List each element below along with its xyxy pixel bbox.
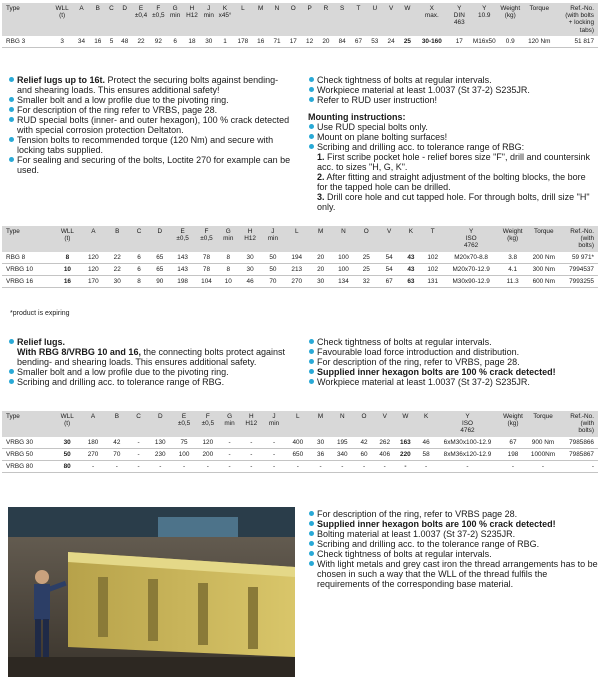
table-cell: - [137, 450, 140, 458]
column-header: W [404, 5, 411, 12]
table-cell: 18 [188, 37, 196, 45]
column-header: E ±0,5 [176, 228, 189, 243]
table-cell: M20x70-12.9 [452, 265, 490, 273]
table-cell: 1 [223, 37, 227, 45]
table-cell: 10 [63, 265, 71, 273]
table-cell: 12 [306, 37, 314, 45]
column-header: H H12 [244, 228, 256, 243]
product-photo [8, 507, 295, 677]
table-cell: 16 [257, 37, 265, 45]
table-cell: 20 [317, 265, 325, 273]
column-header: M [317, 228, 324, 235]
table-cell: - [137, 438, 140, 446]
column-header: O [363, 228, 369, 235]
table-cell: 30 [113, 277, 121, 285]
column-header: Weight (kg) [500, 5, 521, 20]
column-header: U [372, 5, 378, 12]
table-cell: - [362, 462, 366, 470]
table-header-row [2, 3, 598, 36]
table-cell: 180 [87, 438, 99, 446]
mounting-title: Mounting instructions: [308, 112, 406, 122]
table-cell: - [137, 462, 140, 470]
table-cell: 650 [292, 450, 304, 458]
table-cell: 1000Nm [530, 450, 556, 458]
table-cell: 143 [177, 265, 188, 273]
table-cell: 30 [317, 277, 325, 285]
table-cell: 102 [427, 253, 439, 261]
table-row [2, 437, 598, 449]
table-cell: 131 [427, 277, 439, 285]
table-cell: 6xM30x100-12.9 [443, 438, 492, 446]
table-cell: 16 [94, 37, 102, 45]
table-cell: 22 [137, 37, 145, 45]
table-cell: 43 [407, 265, 415, 273]
list-item: With light metals and grey cast iron the thread arrangements has to be chosen in such a way that the WLL of the thread fulfils the requirements of the corresponding base material. [308, 559, 598, 589]
table-cell: 194 [291, 253, 303, 261]
list-item: Workpiece material at least 1.0037 (St 37-2) S235JR. [308, 377, 598, 387]
table-cell: 198 [177, 277, 188, 285]
table-cell: 54 [385, 265, 393, 273]
list-item: Relief lugs up to 16t. Protect the securing bolts against bending- and shearing loads. This ensures additional safety! [8, 75, 293, 95]
table-cell: - [425, 462, 428, 470]
column-header: H H12 [186, 5, 198, 20]
column-header: J min [267, 228, 279, 243]
column-header: Torque [534, 228, 554, 235]
table-cell: - [296, 462, 299, 470]
table-cell: 43 [407, 253, 415, 261]
column-header: R [323, 5, 329, 12]
table-cell: 11.3 [506, 277, 519, 285]
table-cell: 8 [137, 277, 141, 285]
table-cell: RBG 3 [6, 37, 26, 45]
table-cell: 32 [362, 277, 370, 285]
table-cell: 36 [317, 450, 325, 458]
table-cell: 46 [246, 277, 254, 285]
table-cell: - [250, 450, 253, 458]
table-cell: 53 [371, 37, 379, 45]
column-header: N [339, 413, 345, 420]
table-row [2, 252, 598, 264]
features-rbg3 [8, 75, 293, 175]
table-cell: 7985867 [569, 450, 594, 458]
table-cell: 8 [65, 253, 70, 261]
table-cell: 92 [154, 37, 162, 45]
table-cell: - [272, 462, 276, 470]
column-header: K [408, 228, 414, 235]
table-cell: - [228, 450, 231, 458]
column-header: WLL (t) [60, 228, 74, 243]
table-cell: 63 [407, 277, 415, 285]
column-header: D [122, 5, 128, 12]
column-header: A [79, 5, 84, 12]
table-cell: - [182, 462, 186, 470]
table-cell: 30-160 [421, 37, 442, 45]
table-cell: - [511, 462, 515, 470]
table-cell: 7985866 [569, 438, 594, 446]
table-cell: - [91, 462, 95, 470]
table-cell: - [541, 462, 545, 470]
table-cell: 7994537 [569, 265, 594, 273]
column-header: M [258, 5, 264, 12]
list-item: For description of the ring, refer to VRBS page 28. [308, 509, 598, 519]
table-cell: 270 [291, 277, 303, 285]
table-cell: 163 [400, 438, 411, 446]
table-cell: 71 [273, 37, 281, 45]
column-header: Ref.-No. (with bolts) [570, 413, 594, 435]
table-cell: 30 [205, 37, 213, 45]
table-row [2, 275, 598, 287]
column-header: N [341, 228, 346, 235]
table-cell: 8 [226, 265, 231, 273]
table-cell: 22 [113, 253, 121, 261]
table-cell: 22 [113, 265, 121, 273]
table-cell: 20 [317, 253, 325, 261]
list-item: Scribing and drilling acc. to tolerance range of RBG: [308, 142, 596, 152]
table-cell: 30 [317, 438, 325, 446]
table-cell: 67 [354, 37, 363, 45]
table-cell: 4.1 [508, 265, 518, 273]
table-cell: - [383, 462, 386, 470]
table-row [2, 263, 598, 275]
table-cell: 102 [427, 265, 439, 273]
table-cell: 230 [154, 450, 166, 458]
table-cell: 170 [88, 277, 99, 285]
workshop-photo-illustration [8, 507, 295, 677]
table-rbg8-vrbg16 [2, 226, 598, 288]
table-cell: 5 [109, 37, 114, 45]
column-header: M [317, 413, 324, 420]
notes-vrbg16 [308, 337, 598, 387]
column-header: N [274, 5, 280, 12]
column-header: O [290, 5, 296, 12]
table-cell: - [228, 438, 231, 446]
table-cell: 200 Nm [532, 253, 555, 261]
table-cell: 270 [87, 450, 99, 458]
column-header: Y 10.9 [478, 5, 491, 20]
column-header: P [307, 5, 312, 12]
column-header: B [114, 413, 119, 420]
table-cell: 50 [63, 450, 71, 458]
table-cell: 134 [338, 277, 349, 285]
table-cell: 54 [385, 253, 393, 261]
table-cell: 59 971* [571, 253, 594, 261]
column-header: V [388, 5, 394, 12]
column-header: WLL (t) [60, 413, 74, 428]
table-cell: 262 [379, 438, 391, 446]
table-cell: 400 [292, 438, 304, 446]
table-cell: 600 Nm [532, 277, 555, 285]
column-header: V [386, 228, 392, 235]
table-cell: 25 [362, 253, 370, 261]
table-row [2, 448, 598, 460]
list-item: Check tightness of bolts at regular intervals. [308, 75, 596, 85]
table-header-row [2, 226, 598, 252]
table-cell: 200 [202, 450, 214, 458]
table-cell: 7993255 [569, 277, 594, 285]
table-cell: 195 [336, 438, 348, 446]
list-item: Scribing and drilling acc. to the tolerance range of RBG. [308, 539, 598, 549]
table-cell: 0.9 [505, 37, 515, 45]
table-rbg3 [2, 3, 598, 48]
table-cell: - [206, 462, 209, 470]
column-header: Type [6, 413, 20, 420]
table-cell: 120 [202, 438, 214, 446]
list-item: Favourable load force introduction and distribution. [308, 347, 598, 357]
column-header: H H12 [245, 413, 258, 428]
table-cell: M20x70-8.8 [454, 253, 488, 261]
table-cell: 46 [422, 438, 430, 446]
table-cell: - [159, 462, 162, 470]
table-cell: - [319, 462, 322, 470]
table-cell: VRBG 16 [6, 277, 33, 285]
table-cell: 3.8 [508, 253, 518, 261]
table-row [2, 460, 598, 472]
column-header: C [136, 413, 141, 420]
column-header: F ±0,5 [200, 228, 213, 243]
table-cell: - [250, 462, 253, 470]
column-header: K x45° [218, 5, 232, 20]
table-cell: 67 [509, 438, 517, 446]
column-header: S [340, 5, 345, 12]
column-header: Weight (kg) [502, 228, 523, 243]
mounting-step: 3. Drill core hole and cut tapped hole. For through bolts, drill size "H" only. [317, 192, 590, 212]
table-cell: 6 [173, 37, 177, 45]
table-cell: 406 [379, 450, 391, 458]
column-header: J min [203, 5, 214, 20]
table-cell: 34 [77, 37, 85, 45]
column-header: Y ISO 4762 [464, 228, 479, 250]
column-header: D [157, 228, 163, 235]
column-header: F ±0,5 [201, 413, 215, 428]
table-cell: 8xM36x120-12.9 [443, 450, 492, 458]
table-row [2, 36, 598, 48]
table-cell: 30 [246, 253, 254, 261]
table-cell: 50 [269, 253, 277, 261]
column-header: V [382, 413, 387, 420]
table-cell: 48 [121, 37, 129, 45]
column-header: Weight (kg) [503, 413, 523, 428]
mounting-clip [308, 75, 598, 218]
table-cell: 20 [322, 37, 330, 45]
table-cell: VRBG 80 [6, 462, 33, 470]
table-cell: 58 [422, 450, 430, 458]
table-cell: 300 Nm [532, 265, 555, 273]
column-header: E ±0,5 [177, 413, 191, 428]
table-cell: M30x90-12.9 [452, 277, 490, 285]
column-header: W [402, 413, 409, 420]
table-cell: 75 [180, 438, 188, 446]
column-header: A [91, 228, 96, 235]
table-cell: 220 [400, 450, 411, 458]
column-header: L [294, 228, 299, 235]
table-cell: VRBG 50 [6, 450, 33, 458]
list-item: Check tightness of bolts at regular intervals. [308, 337, 598, 347]
table-cell: 120 [88, 253, 99, 261]
list-item: For description of the ring, refer to VRBS, page 28. [308, 357, 598, 367]
list-item: Smaller bolt and a low profile due to the pivoting ring. [8, 95, 293, 105]
list-item: Refer to RUD user instruction! [308, 95, 596, 105]
table-cell: 130 [154, 438, 166, 446]
table-header-row [2, 411, 598, 437]
table-cell: 100 [178, 450, 190, 458]
table-cell: 70 [269, 277, 277, 285]
table-cell: 213 [291, 265, 303, 273]
table-cell: 84 [338, 37, 346, 45]
column-header: L [241, 5, 245, 12]
column-header: F ±0,5 [152, 5, 165, 20]
table-cell: 340 [336, 450, 348, 458]
table-cell: 10 [224, 277, 232, 285]
list-item: Bolting material at least 1.0037 (St 37-2) S235JR. [308, 529, 598, 539]
table-cell: - [272, 438, 276, 446]
table-cell: 70 [113, 450, 121, 458]
list-item: Scribing and drilling acc. to tolerance range of RBG. [8, 377, 293, 387]
table-cell: - [341, 462, 344, 470]
table-cell: 50 [269, 265, 277, 273]
column-header: A [90, 413, 96, 420]
column-header: T [356, 5, 361, 12]
table-cell: 100 [338, 265, 349, 273]
column-header: Torque [529, 5, 550, 12]
column-header: G min [224, 413, 235, 428]
table-cell: 42 [360, 438, 368, 446]
column-header: X max. [424, 5, 439, 20]
table-cell: 25 [403, 37, 411, 45]
column-header: Torque [533, 413, 553, 420]
table-cell: 24 [387, 37, 395, 45]
column-header: J min [268, 413, 280, 428]
column-header: G min [223, 228, 234, 243]
column-header: B [115, 228, 120, 235]
list-item: Tension bolts to recommended torque (120 Nm) and secure with locking tabs supplied. [8, 135, 293, 155]
table-cell: - [250, 438, 253, 446]
notes-vrbg80 [308, 509, 598, 589]
list-item: Workpiece material at least 1.0037 (St 37-2) S235JR. [308, 85, 596, 95]
list-item: Supplied inner hexagon bolts are 100 % crack detected! [308, 367, 598, 377]
table-cell: - [115, 462, 118, 470]
table-cell: 8 [226, 253, 231, 261]
table-cell: 30 [63, 438, 71, 446]
table-cell: 6 [137, 253, 141, 261]
table-cell: 3 [60, 37, 64, 45]
table-cell: - [466, 462, 469, 470]
table-cell: VRBG 10 [6, 265, 33, 273]
table-cell: 65 [156, 253, 164, 261]
column-header: O [361, 413, 367, 420]
list-item: Mount on plane bolting surfaces! [308, 132, 596, 142]
column-header: Ref.-No. (with bolts) [570, 228, 594, 250]
column-header: B [95, 5, 100, 12]
table-cell: - [404, 462, 407, 470]
column-header: Ref.-No. (with bolts + locking tabs) [565, 5, 594, 34]
table-cell: 60 [360, 450, 368, 458]
column-header: WLL (t) [55, 5, 69, 20]
table-cell: 120 [88, 265, 99, 273]
list-item: For sealing and securing of the bolts, Loctite 270 for example can be used. [8, 155, 293, 175]
column-header: T [430, 228, 435, 235]
table-cell: 17 [455, 37, 463, 45]
table-cell: 67 [385, 277, 393, 285]
table-cell: 178 [237, 37, 249, 45]
mounting-rbg3 [308, 75, 596, 212]
table-cell: 143 [177, 253, 188, 261]
column-header: Type [6, 228, 20, 235]
table-cell: 90 [156, 277, 164, 285]
list-item: For description of the ring refer to VRBS, page 28. [8, 105, 293, 115]
table-cell: 104 [201, 277, 212, 285]
table-cell: 30 [246, 265, 254, 273]
table-cell: 198 [507, 450, 519, 458]
table-cell: 78 [202, 253, 211, 261]
column-header: Type [6, 5, 20, 12]
table-cell: 120 Nm [528, 37, 551, 45]
table-cell: 80 [63, 462, 71, 470]
footnote: *product is expiring [10, 310, 70, 317]
table-cell: M16x50 [472, 37, 496, 45]
mounting-step: 2. After fitting and straight adjustment of the bolting blocks, the bore for the tapped hole can be drilled. [317, 172, 586, 192]
table-cell: 42 [113, 438, 121, 446]
table-vrbg30-80 [2, 411, 598, 473]
table-cell: 78 [202, 265, 211, 273]
table-cell: 25 [362, 265, 370, 273]
column-header: C [136, 228, 142, 235]
list-item: Smaller bolt and a low profile due to the pivoting ring. [8, 367, 293, 377]
list-item: Relief lugs. With RBG 8/VRBG 10 and 16, the connecting bolts protect against bending- and shearing loads. This ensures additional safety. [8, 337, 293, 367]
table-cell: - [272, 450, 276, 458]
table-cell: 65 [156, 265, 164, 273]
column-header: K [423, 413, 429, 420]
column-header: Y ISO 4762 [460, 413, 475, 435]
column-header: C [109, 5, 114, 12]
column-header: G min [169, 5, 181, 20]
table-cell: 16 [63, 277, 71, 285]
list-item: RUD special bolts (inner- and outer hexagon), 100 % crack detected with special corrosion protection Deltaton. [8, 115, 293, 135]
table-cell: 17 [289, 37, 297, 45]
table-cell: VRBG 30 [6, 438, 33, 446]
table-cell: 51 817 [574, 37, 594, 45]
table-cell: RBG 8 [6, 253, 26, 261]
column-header: Y DIN 463 [453, 5, 465, 27]
table-cell: - [591, 462, 594, 470]
table-cell: 900 Nm [531, 438, 555, 446]
table-cell: 100 [338, 253, 349, 261]
column-header: L [296, 413, 300, 420]
features-vrbg16 [8, 337, 293, 387]
table-cell: 6 [137, 265, 141, 273]
mounting-step: 1. First scribe pocket hole - relief bores size "F", drill and countersink acc. to sizes "H, G, K". [317, 152, 591, 172]
table-cell: - [228, 462, 231, 470]
list-item: Supplied inner hexagon bolts are 100 % crack detected! [308, 519, 598, 529]
list-item: Use RUD special bolts only. [308, 122, 596, 132]
column-header: E ±0,4 [134, 5, 148, 20]
column-header: D [157, 413, 163, 420]
list-item: Check tightness of bolts at regular intervals. [308, 549, 598, 559]
